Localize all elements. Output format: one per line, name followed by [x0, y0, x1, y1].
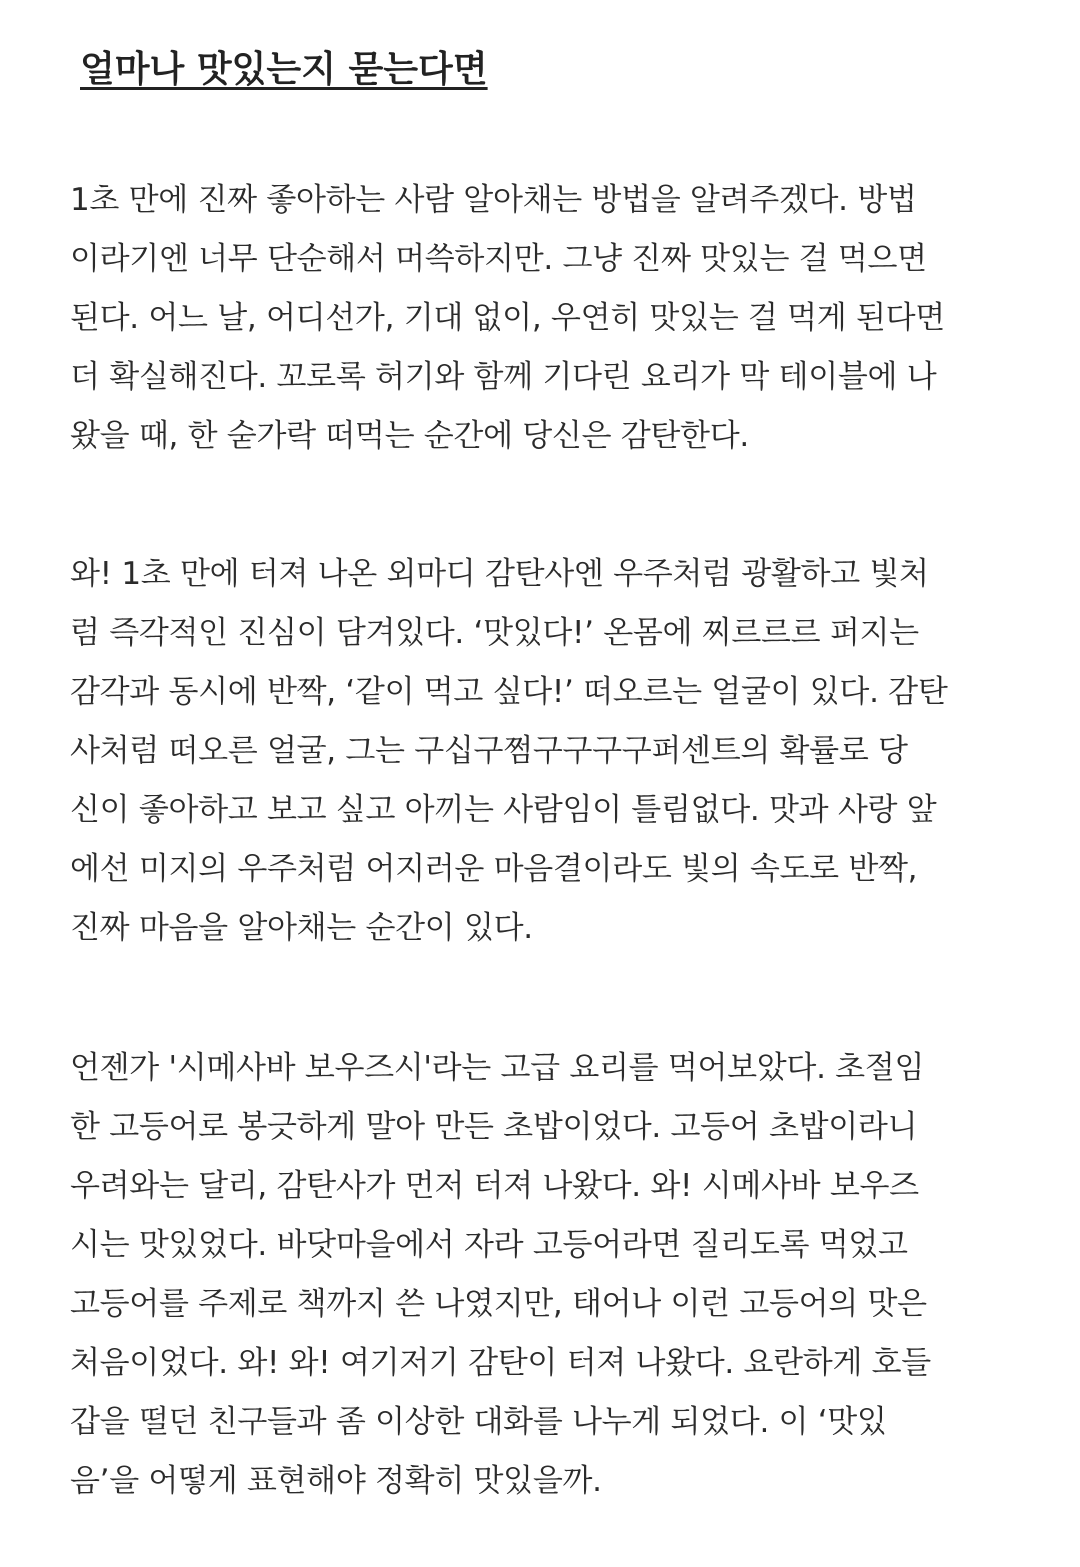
paragraph-line: 한 고등어로 봉긋하게 말아 만든 초밥이었다. 고등어 초밥이라니	[70, 1109, 918, 1145]
paragraph-line: 진짜 마음을 알아채는 순간이 있다.	[70, 910, 533, 946]
paragraph-line: 된다. 어느 날, 어디선가, 기대 없이, 우연히 맛있는 걸 먹게 된다면	[70, 300, 945, 336]
paragraph-line: 더 확실해진다. 꼬로록 허기와 함께 기다린 요리가 막 테이블에 나	[70, 359, 937, 395]
paragraph-2	[70, 545, 1020, 958]
paragraph-line: 우려와는 달리, 감탄사가 먼저 터져 나왔다. 와! 시메사바 보우즈	[70, 1168, 919, 1204]
paragraph-line: 갑을 떨던 친구들과 좀 이상한 대화를 나누게 되었다. 이 ‘맛있	[70, 1404, 887, 1440]
paragraph-line: 이라기엔 너무 단순해서 머쓱하지만. 그냥 진짜 맛있는 걸 먹으면	[70, 241, 927, 277]
paragraph-line: 고등어를 주제로 책까지 쓴 나였지만, 태어나 이런 고등어의 맛은	[70, 1286, 927, 1322]
paragraph-1	[70, 171, 1020, 466]
paragraph-line: 신이 좋아하고 보고 싶고 아끼는 사람임이 틀림없다. 맛과 사랑 앞	[70, 792, 937, 828]
paragraph-line: 1초 만에 진짜 좋아하는 사람 알아채는 방법을 알려주겠다. 방법	[70, 182, 917, 218]
page-title: 얼마나 맛있는지 묻는다면	[80, 49, 488, 90]
paragraph-line: 럼 즉각적인 진심이 담겨있다. ‘맛있다!’ 온몸에 찌르르르 퍼지는	[70, 615, 919, 651]
paragraph-line: 음’을 어떻게 표현해야 정확히 맛있을까.	[70, 1463, 602, 1499]
paragraph-line: 언젠가 '시메사바 보우즈시'라는 고급 요리를 먹어보았다. 초절임	[70, 1050, 925, 1086]
paragraph-line: 시는 맛있었다. 바닷마을에서 자라 고등어라면 질리도록 먹었고	[70, 1227, 908, 1263]
paragraph-line: 처음이었다. 와! 와! 여기저기 감탄이 터져 나왔다. 요란하게 호들	[70, 1345, 931, 1381]
paragraph-line: 왔을 때, 한 숟가락 떠먹는 순간에 당신은 감탄한다.	[70, 418, 749, 454]
paragraph-line: 와! 1초 만에 터져 나온 외마디 감탄사엔 우주처럼 광활하고 빛처	[70, 556, 929, 592]
paragraph-line: 감각과 동시에 반짝, ‘같이 먹고 싶다!’ 떠오르는 얼굴이 있다. 감탄	[70, 674, 948, 710]
paragraph-line: 에선 미지의 우주처럼 어지러운 마음결이라도 빛의 속도로 반짝,	[70, 851, 918, 887]
paragraph-line: 사처럼 떠오른 얼굴, 그는 구십구쩜구구구구퍼센트의 확률로 당	[70, 733, 908, 769]
paragraph-3	[70, 1039, 1020, 1511]
